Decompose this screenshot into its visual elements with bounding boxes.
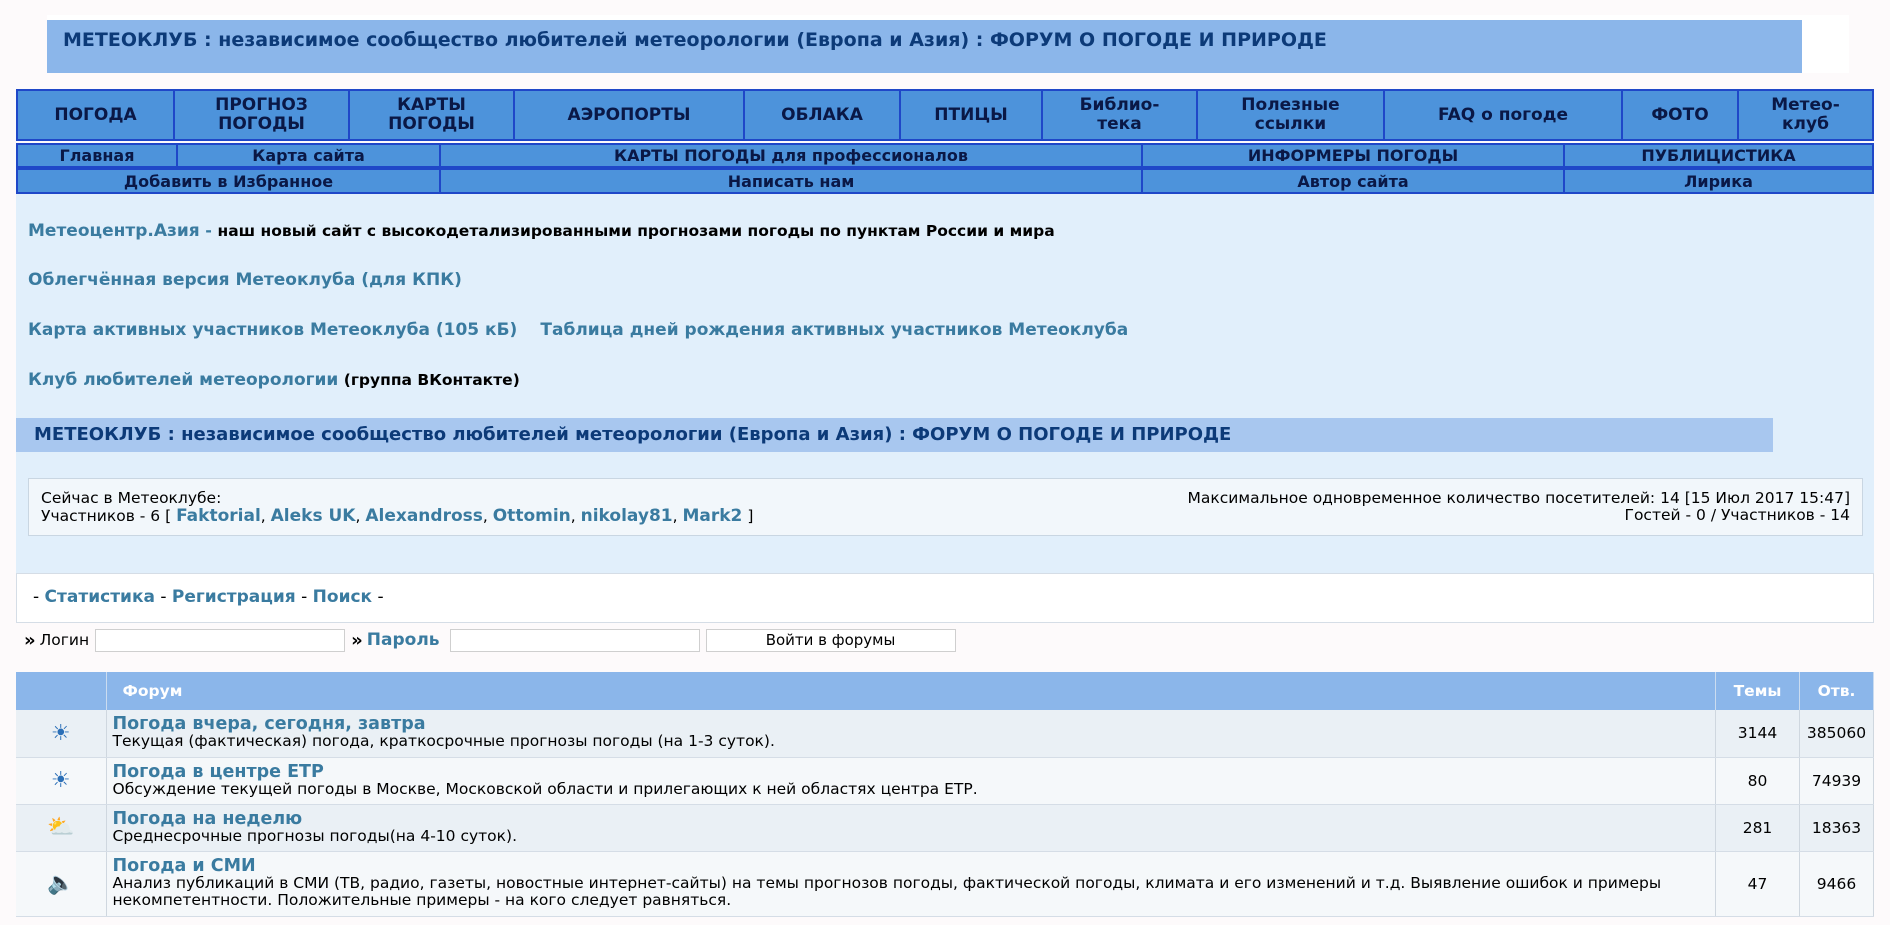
online-member-link[interactable]: nikolay81: [580, 506, 673, 526]
topics-count: 80: [1716, 757, 1800, 804]
header-forum: Форум: [106, 672, 1716, 710]
forum-description: Текущая (фактическая) погода, краткосрочные прогнозы погоды (на 1-3 суток).: [112, 732, 775, 751]
tertiary-nav: [16, 168, 1874, 194]
vk-club-link[interactable]: Клуб любителей метеорологии: [28, 370, 339, 390]
nav-library[interactable]: Библио- тека: [1043, 91, 1198, 139]
topics-count: 281: [1716, 804, 1800, 851]
nav-informers[interactable]: ИНФОРМЕРЫ ПОГОДЫ: [1143, 145, 1565, 166]
forum-cell: [106, 804, 1716, 851]
header-icon-col: [16, 672, 106, 710]
forum-table-header: [16, 672, 1874, 710]
replies-count: 9466: [1800, 851, 1874, 916]
separator: -: [301, 587, 308, 607]
online-member-link[interactable]: Mark2: [682, 506, 743, 526]
nav-publicism[interactable]: ПУБЛИЦИСТИКА: [1641, 146, 1796, 165]
header-topics: Темы: [1716, 672, 1800, 710]
vk-club-line: [28, 370, 520, 390]
online-now-label: Сейчас в Метеоклубе:: [41, 489, 222, 507]
nav-add-favorites[interactable]: Добавить в Избранное: [18, 170, 441, 192]
loudspeaker-icon: 🔈: [16, 851, 106, 916]
birthdays-link[interactable]: Таблица дней рождения активных участников Метеоклуба: [540, 320, 1129, 340]
forum-title-link[interactable]: Погода на неделю: [112, 808, 303, 829]
nav-faq[interactable]: FAQ о погоде: [1385, 91, 1623, 139]
forum-cell: [106, 710, 1716, 757]
meteocenter-link[interactable]: Метеоцентр.Азия: [28, 221, 200, 241]
forum-title-link[interactable]: Погода и СМИ: [112, 856, 256, 876]
online-members-prefix: Участников - 6 [: [41, 507, 172, 525]
nav-meteoclub[interactable]: Метео- клуб: [1771, 95, 1840, 134]
nav-photo[interactable]: ФОТО: [1623, 91, 1739, 139]
nav-pro-maps[interactable]: КАРТЫ ПОГОДЫ для профессионалов: [441, 145, 1143, 166]
online-member-link[interactable]: Ottomin: [492, 506, 571, 526]
nav-birds[interactable]: ПТИЦЫ: [901, 91, 1043, 139]
stats-bar: [16, 573, 1874, 623]
password-link[interactable]: Пароль: [366, 630, 440, 650]
password-input[interactable]: [450, 629, 700, 652]
replies-count: 18363: [1800, 804, 1874, 851]
meteocenter-dash: -: [199, 221, 218, 240]
forum-row: [16, 757, 1874, 804]
online-member-link[interactable]: Alexandross: [365, 506, 483, 526]
separator: -: [33, 587, 40, 607]
members-links-line: [28, 320, 1128, 340]
forum-title-link[interactable]: Погода в центре ЕТР: [112, 761, 324, 782]
sun-icon: ☀: [16, 710, 106, 757]
nav-weather[interactable]: ПОГОДА: [18, 91, 175, 139]
nav-sitemap[interactable]: Карта сайта: [178, 145, 441, 166]
online-members-suffix: ]: [747, 507, 754, 525]
nav-weather-maps[interactable]: КАРТЫ ПОГОДЫ: [350, 91, 515, 139]
secondary-nav: [16, 143, 1874, 168]
header-replies: Отв.: [1800, 672, 1874, 710]
online-member-link[interactable]: Faktorial: [176, 506, 261, 526]
forum-cell: [106, 851, 1716, 916]
nav-useful-links[interactable]: Полезные ссылки: [1198, 91, 1385, 139]
replies-count: 74939: [1800, 757, 1874, 804]
vk-club-desc: (группа ВКонтакте): [338, 371, 520, 389]
nav-forecast[interactable]: ПРОГНОЗ ПОГОДЫ: [175, 91, 350, 139]
members-map-link[interactable]: Карта активных участников Метеоклуба (105 кБ): [28, 320, 518, 340]
main-nav: [16, 89, 1874, 141]
nav-site-author[interactable]: Автор сайта: [1143, 170, 1565, 192]
raquo-icon: »: [351, 629, 363, 651]
site-title: МЕТЕОКЛУБ : независимое сообщество любителей метеорологии (Европа и Азия) : ФОРУМ О ПОГОДЕ И ПРИРОДЕ: [63, 29, 1327, 51]
light-version-line: [28, 270, 462, 290]
replies-count: 385060: [1800, 710, 1874, 757]
guests-count: Гостей - 0 / Участников - 14: [1624, 506, 1850, 524]
login-label: Логин: [39, 631, 90, 649]
cloud-sun-icon: ⛅: [16, 804, 106, 851]
nav-home[interactable]: Главная: [18, 145, 178, 166]
separator: -: [377, 587, 384, 607]
site-title-banner: [47, 20, 1802, 73]
forum-row: [16, 804, 1874, 851]
online-users-box: [28, 478, 1863, 536]
max-visitors: Максимальное одновременное количество посетителей: 14 [15 Июл 2017 15:47]: [1187, 489, 1850, 507]
topics-count: 3144: [1716, 710, 1800, 757]
raquo-icon: »: [24, 629, 36, 651]
statistics-link[interactable]: Статистика: [44, 587, 155, 607]
forum-title-link[interactable]: Погода вчера, сегодня, завтра: [112, 714, 426, 735]
forum-description: Среднесрочные прогнозы погоды(на 4-10 суток).: [112, 826, 517, 845]
login-input[interactable]: [95, 629, 345, 652]
nav-write-us[interactable]: Написать нам: [441, 170, 1143, 192]
online-members-line: Участников - 6 [ Faktorial, Aleks UK, Alexandross, Ottomin, nikolay81, Mark2 ]: [41, 506, 754, 526]
nav-lyrics[interactable]: Лирика: [1684, 171, 1753, 191]
meteocenter-desc: наш новый сайт с высокодетализированными прогнозами погоды по пунктам России и мира: [217, 222, 1055, 240]
forum-cell: [106, 757, 1716, 804]
forum-row: [16, 710, 1874, 757]
search-link[interactable]: Поиск: [312, 587, 373, 607]
section-title: МЕТЕОКЛУБ : независимое сообщество любителей метеорологии (Европа и Азия) : ФОРУМ О ПОГОДЕ И ПРИРОДЕ: [34, 424, 1232, 445]
online-member-link[interactable]: Aleks UK: [270, 506, 356, 526]
login-form: [24, 627, 956, 653]
forum-row: [16, 851, 1874, 916]
login-submit-button[interactable]: Войти в форумы: [706, 629, 956, 652]
section-title-banner: [16, 418, 1773, 452]
topics-count: 47: [1716, 851, 1800, 916]
sun-icon: ☀: [16, 757, 106, 804]
light-version-link[interactable]: Облегчённая версия Метеоклуба (для КПК): [28, 270, 462, 290]
forum-table: [16, 672, 1874, 917]
registration-link[interactable]: Регистрация: [171, 587, 296, 607]
forum-description: Анализ публикаций в СМИ (ТВ, радио, газеты, новостные интернет-сайты) на темы прогнозов погоды, фактической погоды, климата и его изменений и т.д. Выявление ошибок и примеры некомпетентности. Положительные примеры - на кого следует равняться.: [112, 874, 1662, 909]
separator: -: [160, 587, 167, 607]
meteocenter-line: [28, 221, 1055, 241]
nav-airports[interactable]: АЭРОПОРТЫ: [515, 91, 745, 139]
nav-clouds[interactable]: ОБЛАКА: [745, 91, 901, 139]
forum-description: Обсуждение текущей погоды в Москве, Московской области и прилегающих к ней областях центра ЕТР.: [112, 779, 978, 798]
